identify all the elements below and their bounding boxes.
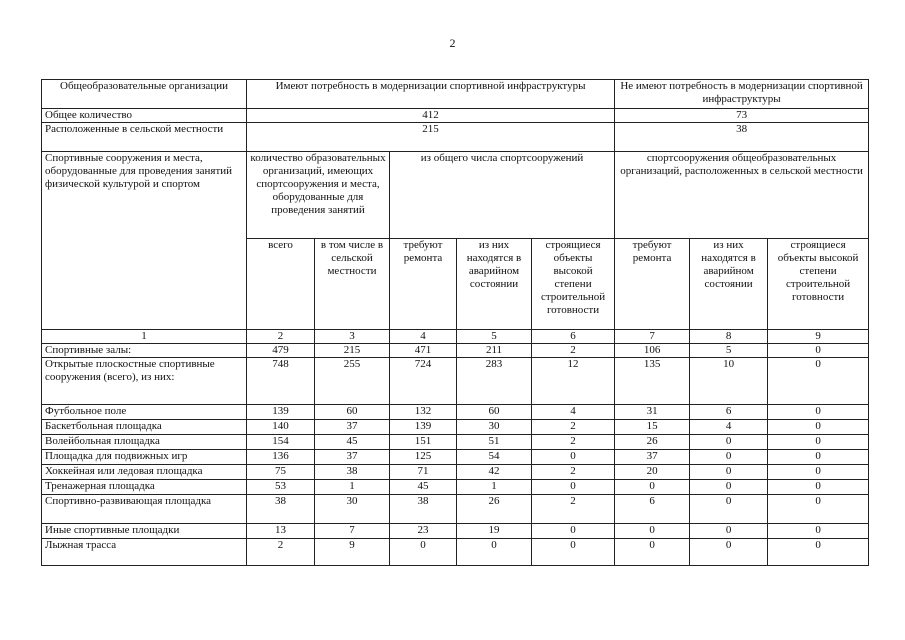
row-value: 45 (390, 480, 457, 495)
row-value: 139 (390, 420, 457, 435)
row-label: Баскетбольная площадка (42, 420, 247, 435)
row-value: 0 (768, 358, 869, 405)
row-value: 6 (690, 405, 768, 420)
row-value: 2 (532, 495, 615, 524)
row-value: 4 (690, 420, 768, 435)
row-value: 19 (457, 524, 532, 539)
row-value: 135 (615, 358, 690, 405)
row-value: 139 (247, 405, 315, 420)
row-value: 154 (247, 435, 315, 450)
facilities-label: Спортивные сооружения и места, оборудованные для проведения занятий физической культурой и спортом (42, 152, 247, 330)
row-value: 0 (390, 539, 457, 566)
row-value: 0 (768, 539, 869, 566)
table-row (42, 435, 869, 450)
row-value: 0 (615, 524, 690, 539)
subhead-rural-construction: строящиеся объекты высокой степени строительной готовности (768, 239, 869, 330)
row-value: 10 (690, 358, 768, 405)
col-number: 1 (42, 330, 247, 344)
row-value: 125 (390, 450, 457, 465)
row-value: 0 (768, 344, 869, 358)
row-value: 0 (690, 539, 768, 566)
row-value: 1 (315, 480, 390, 495)
col-number: 3 (315, 330, 390, 344)
row-value: 0 (690, 480, 768, 495)
row-value: 30 (457, 420, 532, 435)
column-number-row (42, 330, 869, 344)
row-value: 0 (768, 405, 869, 420)
subhead-repair: требуют ремонта (390, 239, 457, 330)
col-number: 6 (532, 330, 615, 344)
row-value: 2 (532, 435, 615, 450)
row-value: 724 (390, 358, 457, 405)
col-number: 4 (390, 330, 457, 344)
row-value: 2 (247, 539, 315, 566)
org-col-header: Общеобразовательные организации (42, 80, 247, 109)
row-value: 51 (457, 435, 532, 450)
rural-group-header: спортсооружения общеобразовательных организаций, расположенных в сельской местности (615, 152, 869, 239)
row-value: 0 (768, 450, 869, 465)
total-need: 412 (247, 109, 615, 123)
row-value: 136 (247, 450, 315, 465)
row-label: Площадка для подвижных игр (42, 450, 247, 465)
subhead-rural: в том числе в сельской местности (315, 239, 390, 330)
table-row (42, 480, 869, 495)
subhead-rural-repair: требуют ремонта (615, 239, 690, 330)
total-row (42, 109, 869, 123)
col-number: 5 (457, 330, 532, 344)
row-value: 0 (690, 435, 768, 450)
row-value: 106 (615, 344, 690, 358)
row-value: 0 (768, 495, 869, 524)
row-value: 2 (532, 420, 615, 435)
row-value: 0 (768, 524, 869, 539)
row-value: 255 (315, 358, 390, 405)
no-need-header: Не имеют потребность в модернизации спортивной инфраструктуры (615, 80, 869, 109)
row-value: 53 (247, 480, 315, 495)
row-value: 45 (315, 435, 390, 450)
count-group-header: количество образовательных организаций, имеющих спортсооружения и места, оборудованные для проведения занятий (247, 152, 390, 239)
row-value: 0 (690, 465, 768, 480)
subhead-total: всего (247, 239, 315, 330)
facilities-group-row (42, 152, 869, 239)
col-number: 9 (768, 330, 869, 344)
total-no-need: 73 (615, 109, 869, 123)
row-label: Хоккейная или ледовая площадка (42, 465, 247, 480)
row-value: 60 (315, 405, 390, 420)
row-value: 42 (457, 465, 532, 480)
table-row (42, 450, 869, 465)
rural-label: Расположенные в сельской местности (42, 123, 247, 152)
row-value: 37 (615, 450, 690, 465)
row-value: 30 (315, 495, 390, 524)
row-label: Футбольное поле (42, 405, 247, 420)
row-value: 15 (615, 420, 690, 435)
row-value: 31 (615, 405, 690, 420)
row-value: 471 (390, 344, 457, 358)
row-value: 0 (768, 435, 869, 450)
row-value: 38 (315, 465, 390, 480)
row-value: 0 (532, 450, 615, 465)
row-value: 75 (247, 465, 315, 480)
row-value: 71 (390, 465, 457, 480)
total-label: Общее количество (42, 109, 247, 123)
of-total-group-header: из общего числа спортсооружений (390, 152, 615, 239)
row-value: 5 (690, 344, 768, 358)
table-row (42, 344, 869, 358)
col-number: 2 (247, 330, 315, 344)
modernization-table (41, 79, 869, 566)
row-value: 151 (390, 435, 457, 450)
row-label: Иные спортивные площадки (42, 524, 247, 539)
table-row (42, 420, 869, 435)
need-header: Имеют потребность в модернизации спортивной инфраструктуры (247, 80, 615, 109)
row-value: 37 (315, 450, 390, 465)
row-value: 0 (768, 480, 869, 495)
row-value: 26 (457, 495, 532, 524)
rural-no-need: 38 (615, 123, 869, 152)
table-row (42, 465, 869, 480)
row-value: 0 (532, 524, 615, 539)
header-row (42, 80, 869, 109)
row-value: 0 (532, 539, 615, 566)
row-value: 38 (390, 495, 457, 524)
table-row (42, 405, 869, 420)
subhead-construction: строящиеся объекты высокой степени строительной готовности (532, 239, 615, 330)
subhead-rural-emergency: из них находятся в аварийном состоянии (690, 239, 768, 330)
row-value: 20 (615, 465, 690, 480)
row-label: Волейбольная площадка (42, 435, 247, 450)
table-row (42, 524, 869, 539)
rural-row (42, 123, 869, 152)
row-value: 0 (532, 480, 615, 495)
rural-need: 215 (247, 123, 615, 152)
row-value: 38 (247, 495, 315, 524)
row-value: 479 (247, 344, 315, 358)
row-value: 748 (247, 358, 315, 405)
table-row (42, 495, 869, 524)
row-label: Тренажерная площадка (42, 480, 247, 495)
row-value: 140 (247, 420, 315, 435)
row-value: 0 (615, 480, 690, 495)
row-value: 0 (457, 539, 532, 566)
row-value: 0 (768, 420, 869, 435)
row-label: Открытые плоскостные спортивные сооружения (всего), из них: (42, 358, 247, 405)
row-value: 0 (690, 524, 768, 539)
row-value: 283 (457, 358, 532, 405)
row-value: 7 (315, 524, 390, 539)
table-row (42, 539, 869, 566)
table-row (42, 358, 869, 405)
row-value: 211 (457, 344, 532, 358)
row-value: 12 (532, 358, 615, 405)
row-value: 0 (690, 450, 768, 465)
row-value: 9 (315, 539, 390, 566)
row-value: 2 (532, 344, 615, 358)
row-value: 0 (615, 539, 690, 566)
row-value: 6 (615, 495, 690, 524)
row-value: 0 (690, 495, 768, 524)
row-value: 37 (315, 420, 390, 435)
data-rows (42, 344, 869, 566)
row-value: 0 (768, 465, 869, 480)
row-value: 13 (247, 524, 315, 539)
row-value: 132 (390, 405, 457, 420)
subhead-emergency: из них находятся в аварийном состоянии (457, 239, 532, 330)
col-number: 8 (690, 330, 768, 344)
row-value: 1 (457, 480, 532, 495)
row-value: 4 (532, 405, 615, 420)
col-number: 7 (615, 330, 690, 344)
row-label: Спортивные залы: (42, 344, 247, 358)
row-value: 26 (615, 435, 690, 450)
row-value: 215 (315, 344, 390, 358)
row-label: Лыжная трасса (42, 539, 247, 566)
row-value: 60 (457, 405, 532, 420)
row-value: 23 (390, 524, 457, 539)
row-value: 54 (457, 450, 532, 465)
row-label: Спортивно-развивающая площадка (42, 495, 247, 524)
page-number: 2 (449, 36, 456, 50)
row-value: 2 (532, 465, 615, 480)
